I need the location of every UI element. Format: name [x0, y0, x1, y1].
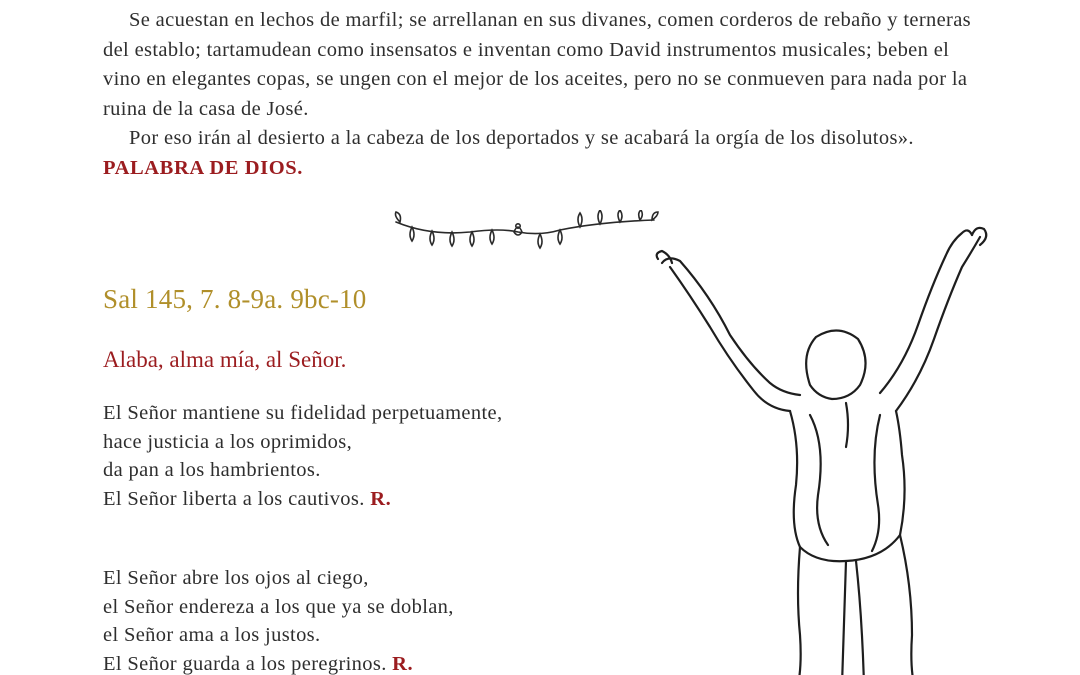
word-of-god-label: PALABRA DE DIOS.	[103, 156, 304, 179]
psalm-refrain: Alaba, alma mía, al Señor.	[103, 347, 347, 372]
psalm-stanza-1	[103, 399, 502, 513]
psalm-stanza-2	[103, 564, 454, 675]
stanza-line: el Señor ama a los justos.	[103, 624, 321, 646]
person-raising-arms-icon	[650, 215, 1030, 675]
stanza-line-text: El Señor liberta a los cautivos.	[103, 487, 365, 510]
stanza-line: el Señor endereza a los que ya se doblan,	[103, 595, 454, 618]
stanza-line: El Señor mantiene su fidelidad perpetuamente,	[103, 402, 503, 424]
leaf-garland-icon	[390, 210, 660, 250]
psalm-reference: Sal 145, 7. 8-9a. 9bc-10	[103, 284, 367, 314]
stanza-line	[103, 485, 502, 514]
response-marker: R.	[370, 487, 392, 510]
reading-paragraph-1: Se acuestan en lechos de marfil; se arrellanan en sus divanes, comen corderos de rebaño y terneras del establo; tartamudean como insensatos e inventan como David instrumentos musicales; beben el vino en elegantes copas, se ungen con el mejor de los aceites, pero no se conmueven para nada por la ruina de la casa de José.	[103, 9, 972, 120]
reading-paragraph-2-text: Por eso irán al desierto a la cabeza de los deportados y se acabará la orgía de los disolutos».	[129, 127, 914, 149]
stanza-line: El Señor abre los ojos al ciego,	[103, 567, 369, 589]
reading-paragraph-2	[103, 124, 983, 183]
stanza-line	[103, 650, 454, 675]
response-marker: R.	[392, 652, 414, 675]
reading-text	[103, 6, 983, 183]
stanza-line: hace justicia a los oprimidos,	[103, 430, 353, 453]
stanza-line-text: El Señor guarda a los peregrinos.	[103, 652, 387, 675]
stanza-line: da pan a los hambrientos.	[103, 459, 321, 481]
